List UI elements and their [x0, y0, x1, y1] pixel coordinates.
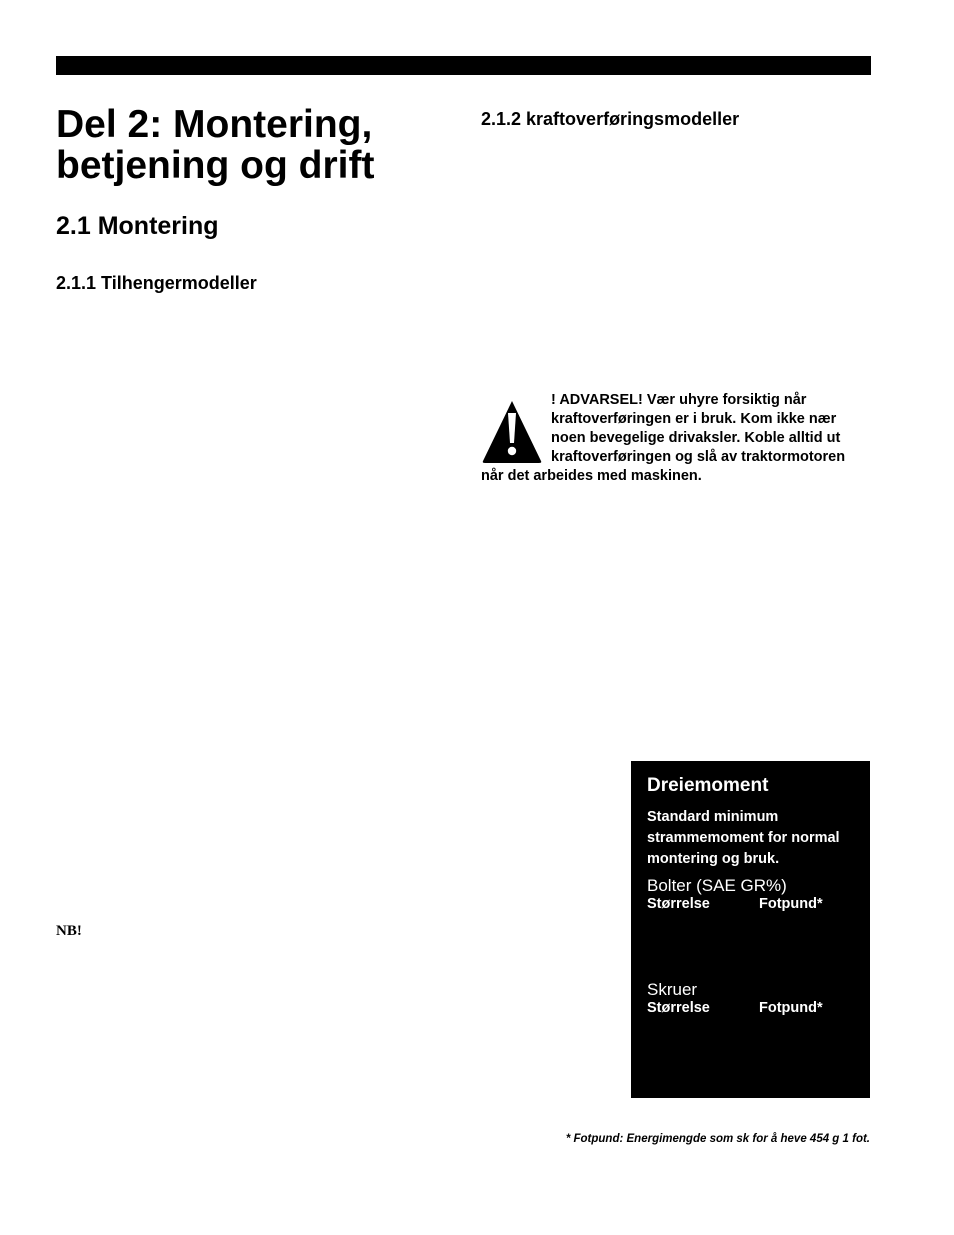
screws-value-header: Fotpund*: [759, 1000, 823, 1016]
warning-text: ! ADVARSEL! Vær uhyre forsiktig når kraftoverføringen er i bruk. Kom ikke nær noen bevegelige drivaksler. Koble alltid ut kraftoverføringen og slå av traktormotoren når det arbeides med maskinen.: [481, 392, 846, 484]
bolts-size-header: Størrelse: [647, 896, 710, 912]
note-label: NB!: [56, 923, 82, 939]
header-rule: [56, 56, 871, 75]
screws-columns: [647, 1000, 854, 1016]
screws-heading: Skruer: [647, 980, 698, 999]
subsection-trailer-models: 2.1.1 Tilhengermodeller: [56, 273, 257, 293]
bolts-columns: [647, 896, 854, 912]
warning-triangle-icon: [481, 399, 543, 465]
section-heading: 2.1 Montering: [56, 212, 219, 240]
torque-title: Dreiemoment: [647, 775, 769, 796]
bolts-heading: Bolter (SAE GR%): [647, 876, 787, 895]
page-title: Del 2: Montering, betjening og drift: [56, 103, 375, 187]
footnote: * Fotpund: Energimengde som sk for å heve 454 g 1 fot.: [565, 1133, 870, 1145]
screws-size-header: Størrelse: [647, 1000, 710, 1016]
torque-spec-box: [631, 761, 870, 1098]
bolts-value-header: Fotpund*: [759, 896, 823, 912]
warning-notice: [481, 391, 861, 486]
torque-description: Standard minimum strammemoment for normal montering og bruk.: [647, 809, 840, 867]
subsection-pto-models: 2.1.2 kraftoverføringsmodeller: [481, 109, 740, 129]
